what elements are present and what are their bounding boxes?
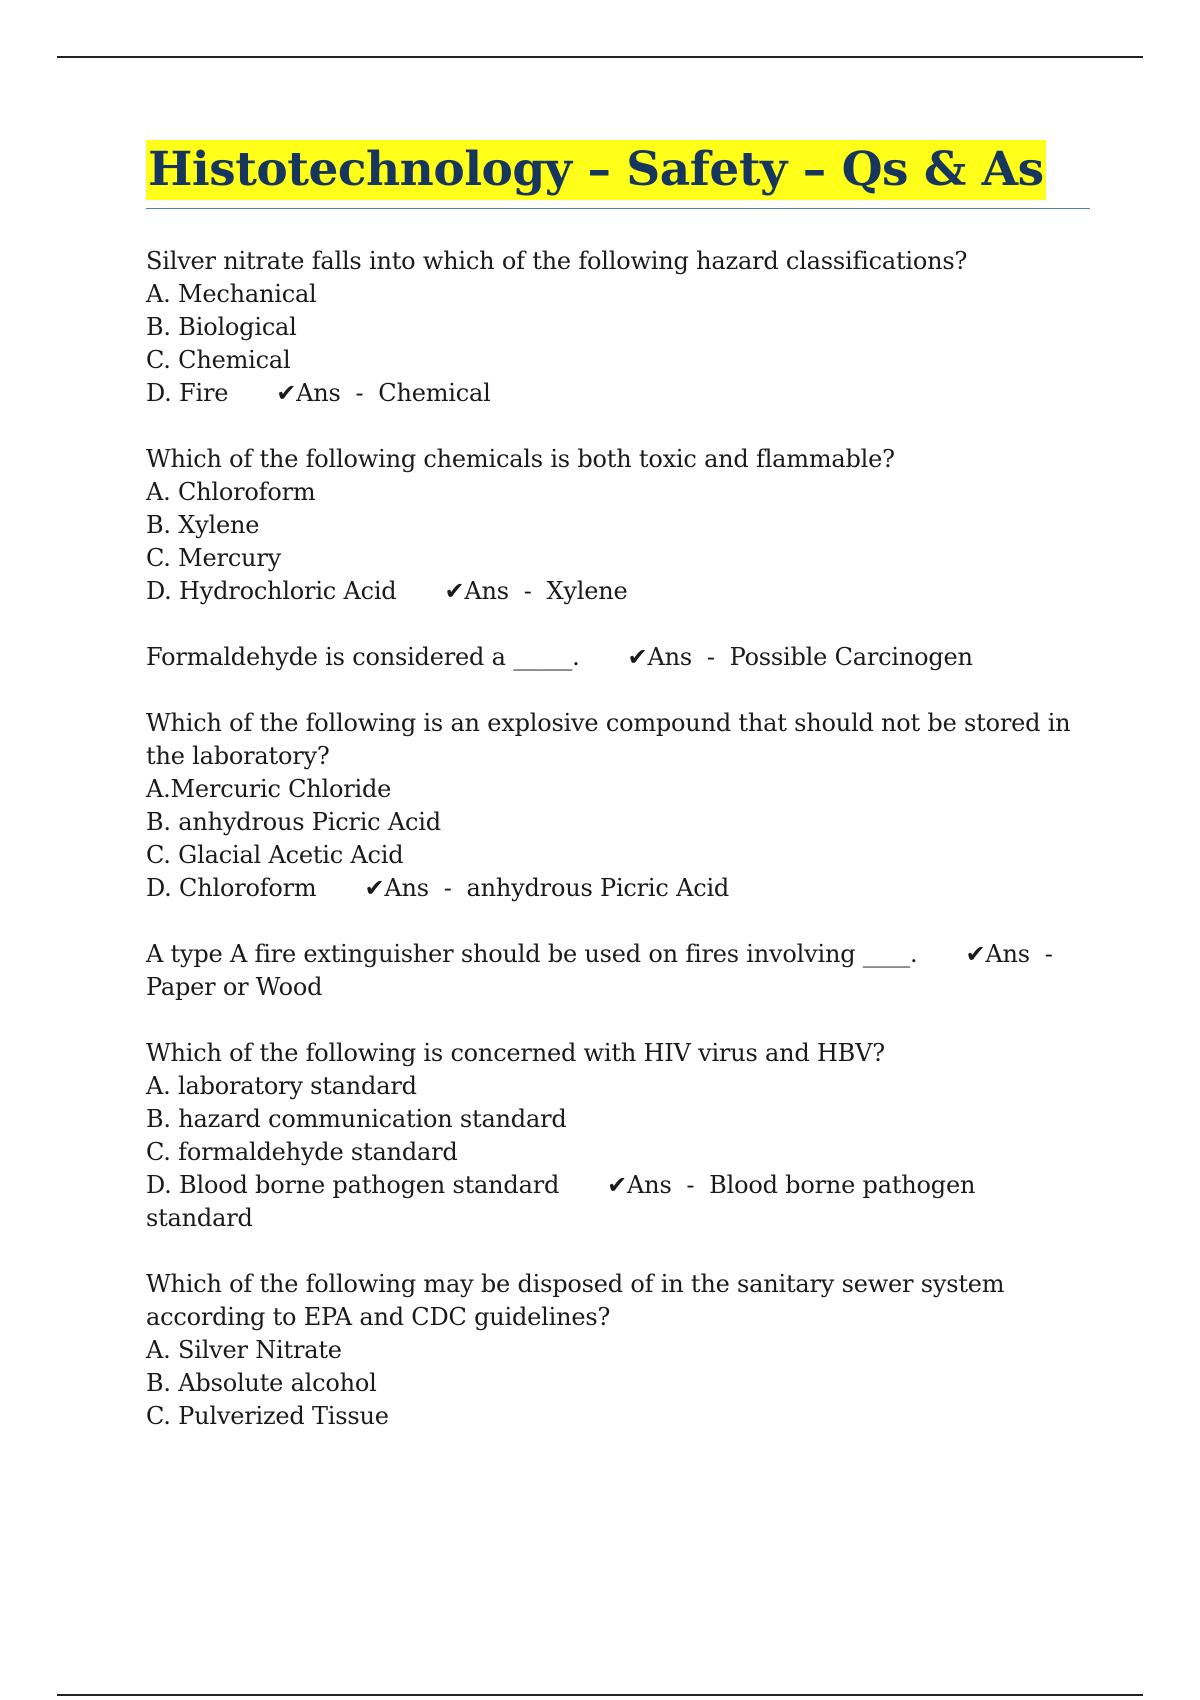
question-text: Which of the following is an explosive compound that should not be stored in <box>146 709 1071 737</box>
option: D. Chloroform <box>146 874 317 902</box>
title-block <box>146 140 1090 209</box>
option-with-answer <box>146 872 1090 905</box>
option: C. Glacial Acetic Acid <box>146 841 404 869</box>
answer: ✔Ans - Blood borne pathogen <box>607 1171 976 1199</box>
question-text: Which of the following may be disposed of in the sanitary sewer system <box>146 1270 1005 1298</box>
option: B. anhydrous Picric Acid <box>146 808 441 836</box>
question-with-answer <box>146 641 1090 674</box>
answer: ✔Ans - Xylene <box>444 577 628 605</box>
question-block <box>146 1268 1090 1433</box>
question-block <box>146 1037 1090 1235</box>
option: A.Mercuric Chloride <box>146 775 392 803</box>
option-with-answer <box>146 1169 1090 1202</box>
question-block <box>146 443 1090 608</box>
question-block <box>146 245 1090 410</box>
question-text: A type A fire extinguisher should be used on fires involving ____. <box>146 940 918 968</box>
option: D. Hydrochloric Acid <box>146 577 397 605</box>
option: D. Fire <box>146 379 229 407</box>
question-text: Formaldehyde is considered a _____. <box>146 643 580 671</box>
option-with-answer <box>146 377 1090 410</box>
question-block <box>146 938 1090 1004</box>
question-text: according to EPA and CDC guidelines? <box>146 1303 611 1331</box>
option-with-answer <box>146 575 1090 608</box>
option: B. hazard communication standard <box>146 1105 567 1133</box>
question-text: Which of the following is concerned with HIV virus and HBV? <box>146 1039 885 1067</box>
option: C. Pulverized Tissue <box>146 1402 389 1430</box>
bottom-rule <box>57 1694 1143 1696</box>
option: B. Absolute alcohol <box>146 1369 377 1397</box>
top-rule <box>57 56 1143 58</box>
option: C. formaldehyde standard <box>146 1138 458 1166</box>
question-text: Silver nitrate falls into which of the following hazard classifications? <box>146 247 968 275</box>
option: A. Chloroform <box>146 478 316 506</box>
answer: ✔Ans - Possible Carcinogen <box>627 643 973 671</box>
document-body <box>146 140 1090 1466</box>
question-with-answer <box>146 938 1090 971</box>
option: C. Mercury <box>146 544 281 572</box>
question-block <box>146 641 1090 674</box>
document-title: Histotechnology – Safety – Qs & As <box>146 140 1046 200</box>
answer-continued: standard <box>146 1204 253 1232</box>
answer: ✔Ans - Chemical <box>276 379 491 407</box>
answer: ✔Ans - <box>965 940 1053 968</box>
option: A. laboratory standard <box>146 1072 417 1100</box>
option: A. Mechanical <box>146 280 317 308</box>
question-text: Which of the following chemicals is both toxic and flammable? <box>146 445 895 473</box>
answer-continued: Paper or Wood <box>146 973 323 1001</box>
option: D. Blood borne pathogen standard <box>146 1171 560 1199</box>
option: C. Chemical <box>146 346 291 374</box>
question-block <box>146 707 1090 905</box>
option: A. Silver Nitrate <box>146 1336 342 1364</box>
option: B. Biological <box>146 313 297 341</box>
option: B. Xylene <box>146 511 260 539</box>
question-text: the laboratory? <box>146 742 330 770</box>
answer: ✔Ans - anhydrous Picric Acid <box>364 874 730 902</box>
